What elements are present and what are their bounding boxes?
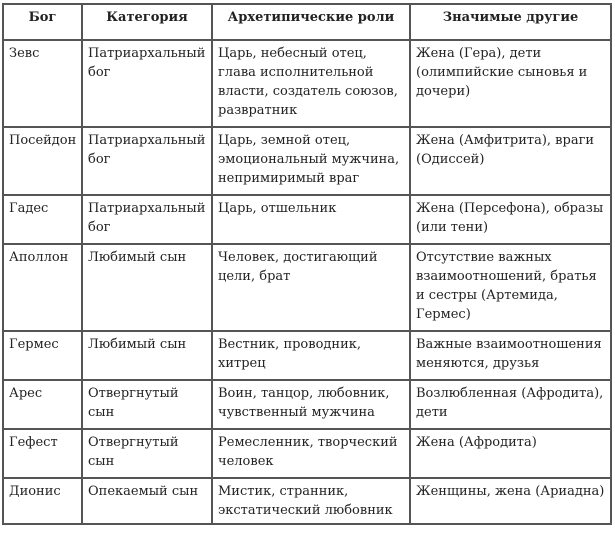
table-row: [3, 331, 611, 380]
cell-others: Возлюбленная (Афродита), дети: [410, 380, 611, 429]
cell-roles: Царь, земной отец, эмоциональный мужчина, непримиримый враг: [212, 127, 410, 195]
header-category: Категория: [82, 4, 212, 40]
cell-others: Отсутствие важных взаимоотношений, братья и сестры (Артемида, Гермес): [410, 244, 611, 331]
cell-others: Жена (Амфитрита), враги (Одиссей): [410, 127, 611, 195]
gods-archetypes-table: [2, 3, 612, 525]
cell-god: Гефест: [3, 429, 82, 478]
cell-category: Патриархальный бог: [82, 40, 212, 127]
cell-god: Гадес: [3, 195, 82, 244]
cell-roles: Ремесленник, творческий человек: [212, 429, 410, 478]
cell-roles: Царь, небесный отец, глава исполнительной власти, создатель союзов, развратник: [212, 40, 410, 127]
cell-roles: Человек, достигающий цели, брат: [212, 244, 410, 331]
table-row: [3, 478, 611, 524]
cell-category: Опекаемый сын: [82, 478, 212, 524]
cell-roles: Вестник, проводник, хитрец: [212, 331, 410, 380]
cell-others: Жена (Персефона), образы (или тени): [410, 195, 611, 244]
cell-category: Патриархальный бог: [82, 127, 212, 195]
cell-category: Патриархальный бог: [82, 195, 212, 244]
cell-others: Жена (Гера), дети (олимпийские сыновья и дочери): [410, 40, 611, 127]
table-row: [3, 380, 611, 429]
cell-category: Отвергнутый сын: [82, 380, 212, 429]
cell-god: Гермес: [3, 331, 82, 380]
cell-roles: Воин, танцор, любовник, чувственный мужчина: [212, 380, 410, 429]
cell-category: Отвергнутый сын: [82, 429, 212, 478]
cell-category: Любимый сын: [82, 244, 212, 331]
gods-table-container: [2, 3, 612, 525]
cell-category: Любимый сын: [82, 331, 212, 380]
cell-god: Зевс: [3, 40, 82, 127]
header-roles: Архетипические роли: [212, 4, 410, 40]
header-others: Значимые другие: [410, 4, 611, 40]
cell-others: Женщины, жена (Ариадна): [410, 478, 611, 524]
table-row: [3, 195, 611, 244]
table-row: [3, 429, 611, 478]
table-row: [3, 244, 611, 331]
header-god: Бог: [3, 4, 82, 40]
cell-roles: Мистик, странник, экстатический любовник: [212, 478, 410, 524]
cell-roles: Царь, отшельник: [212, 195, 410, 244]
table-row: [3, 127, 611, 195]
cell-god: Арес: [3, 380, 82, 429]
table-header-row: [3, 4, 611, 40]
cell-god: Посейдон: [3, 127, 82, 195]
cell-god: Аполлон: [3, 244, 82, 331]
table-row: [3, 40, 611, 127]
cell-god: Дионис: [3, 478, 82, 524]
cell-others: Жена (Афродита): [410, 429, 611, 478]
cell-others: Важные взаимоотношения меняются, друзья: [410, 331, 611, 380]
